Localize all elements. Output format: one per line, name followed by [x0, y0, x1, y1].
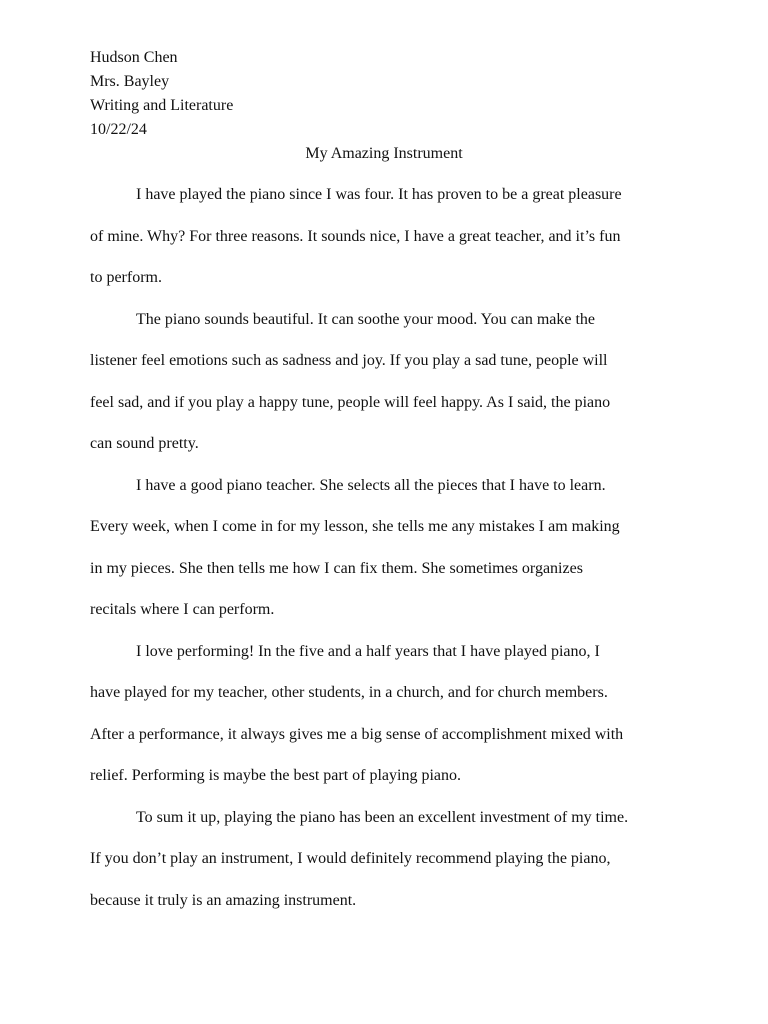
paragraph-line: recitals where I can perform. — [90, 601, 275, 618]
essay-body — [90, 174, 690, 921]
paragraph-line: have played for my teacher, other students, in a church, and for church members. — [90, 684, 608, 701]
paragraph-line: because it truly is an amazing instrument. — [90, 891, 357, 909]
paragraph-line: in my pieces. She then tells me how I can fix them. She sometimes organizes — [90, 559, 583, 577]
paragraph-line: to perform. — [90, 269, 162, 286]
paragraph-line: I have a good piano teacher. She selects all the pieces that I have to learn. — [136, 476, 606, 494]
paragraph-line: I love performing! In the five and a half years that I have played piano, I — [136, 642, 600, 660]
teacher-name: Mrs. Bayley — [90, 73, 170, 90]
paragraph-line: relief. Performing is maybe the best part of playing piano. — [90, 767, 462, 784]
paragraph-line: feel sad, and if you play a happy tune, people will feel happy. As I said, the piano — [90, 393, 611, 411]
paragraph-line: listener feel emotions such as sadness and joy. If you play a sad tune, people will — [90, 352, 608, 369]
paragraph-3 — [90, 465, 690, 631]
paragraph-line: To sum it up, playing the piano has been an excellent investment of my time. — [136, 808, 629, 826]
essay-date: 10/22/24 — [90, 121, 147, 138]
paragraph-5 — [90, 797, 690, 922]
paragraph-1 — [90, 174, 690, 299]
student-name: Hudson Chen — [90, 49, 178, 66]
document-page — [90, 0, 690, 1024]
paragraph-line: of mine. Why? For three reasons. It sounds nice, I have a great teacher, and it’s fun — [90, 227, 621, 245]
paragraph-4 — [90, 631, 690, 797]
essay-title: My Amazing Instrument — [305, 145, 463, 162]
paragraph-2 — [90, 299, 690, 465]
paragraph-line: I have played the piano since I was four. It has proven to be a great pleasure — [136, 186, 622, 203]
paragraph-line: If you don’t play an instrument, I would definitely recommend playing the piano, — [90, 850, 611, 867]
paragraph-line: After a performance, it always gives me a big sense of accomplishment mixed with — [90, 725, 624, 743]
paragraph-line: Every week, when I come in for my lesson, she tells me any mistakes I am making — [90, 518, 620, 535]
course-name: Writing and Literature — [90, 97, 234, 114]
paragraph-line: The piano sounds beautiful. It can soothe your mood. You can make the — [136, 310, 596, 328]
essay-header — [90, 46, 690, 142]
paragraph-line: can sound pretty. — [90, 435, 199, 452]
